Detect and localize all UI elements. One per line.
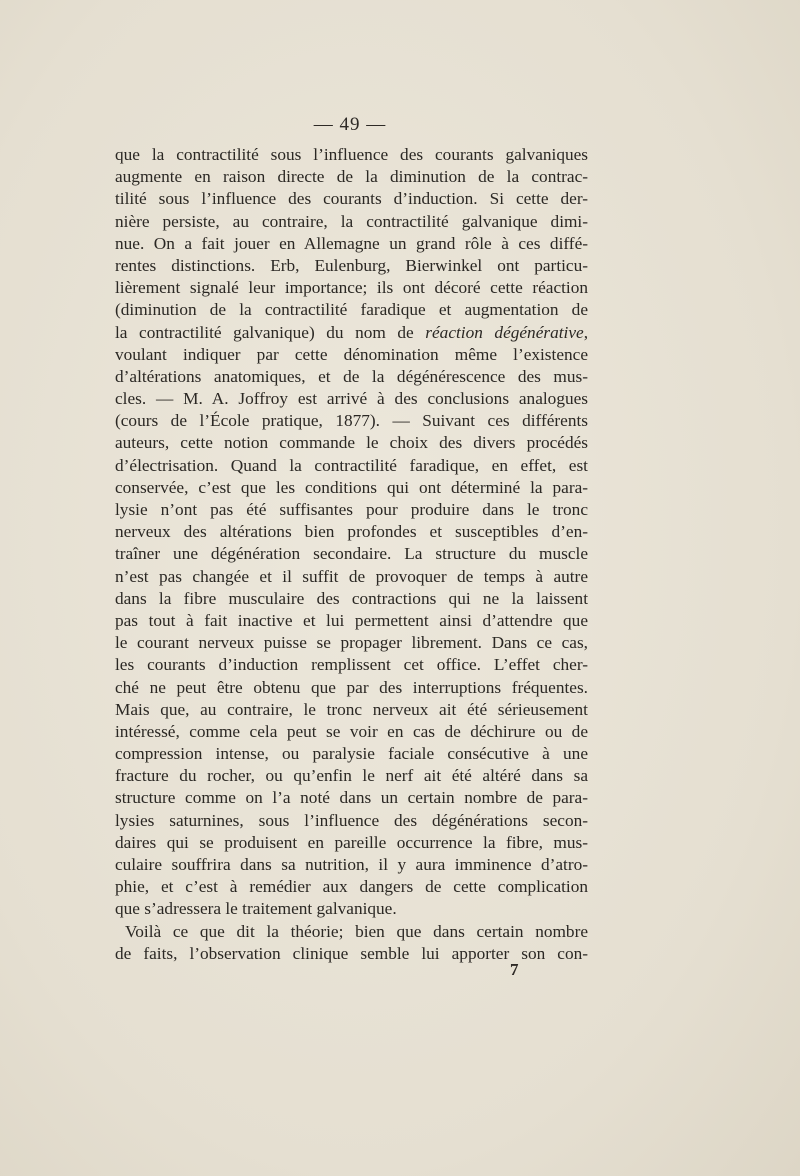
text-line: ché ne peut être obtenu que par des interruptions fréquentes. [115,677,588,697]
text-line: daires qui se produisent en pareille occurrence la fibre, mus- [115,832,588,852]
text-line: nerveux des altérations bien profondes et susceptibles d’en- [115,522,588,542]
text-line: de faits, l’observation clinique semble lui apporter son con- [115,943,588,963]
body-text [115,144,588,965]
paragraph-start-line: Voilà ce que dit la théorie; bien que dans certain nombre [125,921,588,941]
text-line: lysies saturnines, sous l’influence des dégénérations secon- [115,810,588,830]
text-line: phie, et c’est à remédier aux dangers de cette complication [115,877,588,897]
page-number: — 49 — [313,114,387,135]
text-line: compression intense, ou paralysie faciale consécutive à une [115,744,588,764]
text-line: les courants d’induction remplissent cet office. L’effet cher- [115,655,588,675]
text-line: lysie n’ont pas été suffisantes pour produire dans le tronc [115,500,588,519]
text-line: Mais que, au contraire, le tronc nerveux ait été sérieusement [115,699,588,719]
text-line: structure comme on l’a noté dans un certain nombre de para- [115,788,588,808]
text-line: voulant indiquer par cette dénomination même l’existence [115,344,588,364]
text-segment: la contractilité galvanique) du nom de [115,322,414,342]
text-line: d’électrisation. Quand la contractilité faradique, en effet, est [115,455,588,475]
text-line: (diminution de la contractilité faradique et augmentation de [115,300,588,320]
text-line: intéressé, comme cela peut se voir en cas de déchirure ou de [115,721,588,741]
text-line: (cours de l’École pratique, 1877). — Suivant ces différents [115,411,588,431]
text-line: dans la fibre musculaire des contractions qui ne la laissent [115,588,588,608]
text-segment: , [583,322,589,342]
text-line: traîner une dégénération secondaire. La structure du muscle [115,544,588,564]
text-line: lièrement signalé leur importance; ils ont décoré cette réaction [115,278,588,298]
text-line-with-italic [115,322,588,344]
text-line: n’est pas changée et il suffit de provoquer de temps à autre [115,566,588,586]
text-line: le courant nerveux puisse se propager librement. Dans ce cas, [115,633,588,653]
text-line: conservée, c’est que les conditions qui ont déterminé la para- [115,477,588,497]
text-line: nue. On a fait jouer en Allemagne un grand rôle à ces diffé- [115,233,588,253]
text-line: culaire souffrira dans sa nutrition, il y aura imminence d’atro- [115,855,588,874]
paragraph-end-line: que s’adressera le traitement galvanique. [115,899,397,919]
text-line: pas tout à fait inactive et lui permettent ainsi d’attendre que [115,610,588,630]
signature-mark: 7 [510,960,519,979]
text-line: que la contractilité sous l’influence des courants galvaniques [115,145,588,164]
text-line: nière persiste, au contraire, la contractilité galvanique dimi- [115,211,588,231]
italic-term: réaction dégénérative [425,322,584,342]
text-line: fracture du rocher, ou qu’enfin le nerf ait été altéré dans sa [115,766,588,786]
text-line: augmente en raison directe de la diminution de la contrac- [115,167,588,187]
text-line: d’altérations anatomiques, et de la dégénérescence des mus- [115,366,588,386]
text-line: auteurs, cette notion commande le choix des divers procédés [115,433,588,453]
text-line: tilité sous l’influence des courants d’induction. Si cette der- [115,189,588,209]
text-line: cles. — M. A. Joffroy est arrivé à des conclusions analogues [115,389,588,409]
text-line: rentes distinctions. Erb, Eulenburg, Bierwinkel ont particu- [115,255,588,275]
